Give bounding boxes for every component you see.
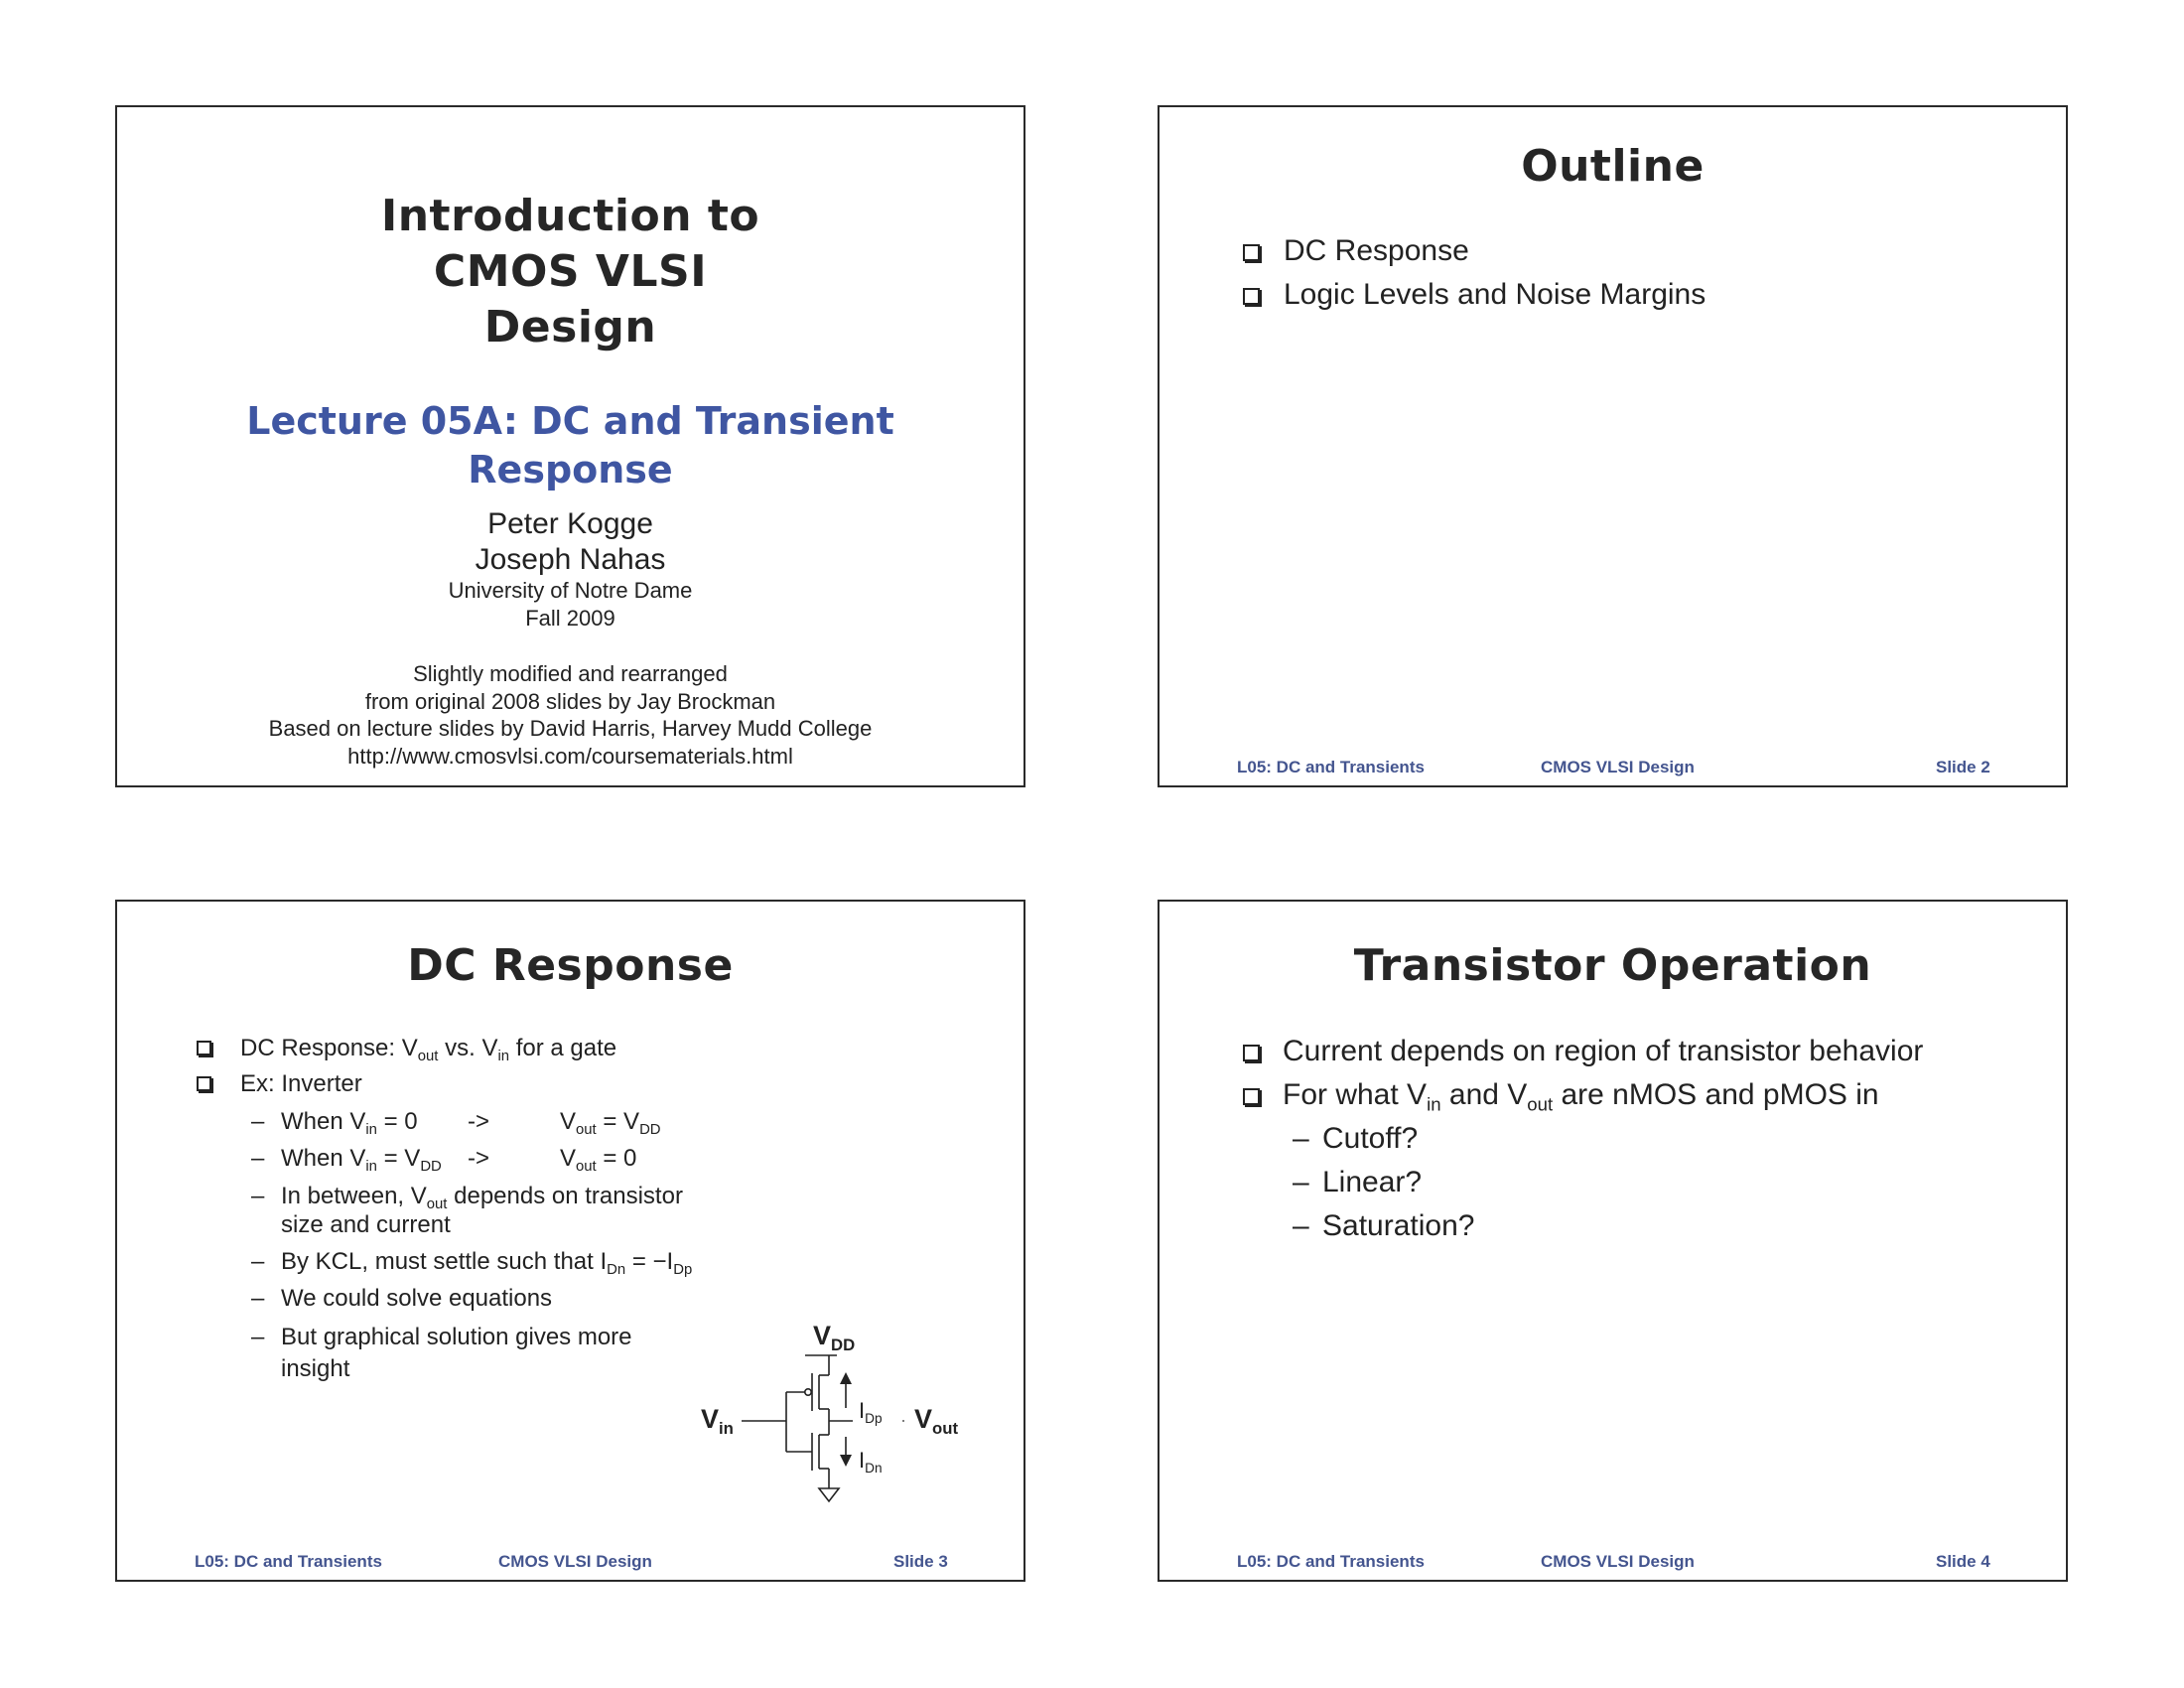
dash-bullet: – [251,1248,265,1275]
inverter-schematic [687,1313,985,1521]
slide-3-dc-response [115,900,1025,1582]
author-2: Joseph Nahas [475,543,666,576]
checkbox-bullet-icon [1243,244,1260,261]
term: Fall 2009 [525,606,615,631]
sub-bullet-text: In between, $V_{out}$ depends on transistor size and current [281,1183,683,1238]
footer-course-section: L05: DC and Transients [1237,1552,1425,1571]
sub-bullet-text: By KCL, must settle such that $I_{Dn} = -I_{Dp}$ [281,1248,693,1279]
checkbox-bullet-icon [197,1076,211,1091]
checkbox-bullet-icon [1243,1088,1260,1105]
footer-course-name: CMOS VLSI Design [1541,1552,1695,1571]
author-1: Peter Kogge [487,507,653,540]
footer-course-name: CMOS VLSI Design [1541,758,1695,776]
sub-bullet-text: But graphical solution gives more insight [281,1324,632,1382]
dash-bullet: – [1293,1122,1309,1155]
dash-bullet: – [251,1285,265,1312]
credit-url: http://www.cmosvlsi.com/coursematerials.html [347,743,793,769]
vout-label: $V_{out}$ [914,1404,959,1438]
idn-label: $I_{Dn}$ [859,1448,883,1476]
credit-line: Slightly modified and rearranged [413,661,728,686]
sub-bullet-text: We could solve equations [281,1285,553,1312]
footer-slide-number: Slide 4 [1936,1552,1990,1571]
idp-label: $I_{Dp}$ [859,1398,883,1426]
vdd-label: $V_{DD}$ [813,1321,856,1354]
vin-label: $V_{in}$ [701,1404,734,1438]
lecture-subtitle [117,397,1024,494]
sub-bullet-text: Saturation? [1322,1209,1475,1242]
footer-slide-number: Slide 3 [893,1552,948,1571]
slide-1-title [115,105,1025,787]
dash-bullet: – [251,1108,265,1135]
bullet-text: Logic Levels and Noise Margins [1284,278,1706,311]
checkbox-bullet-icon [197,1041,211,1055]
credit-line: Based on lecture slides by David Harris, Harvey Mudd College [268,716,873,741]
idn-arrow-icon [840,1455,852,1467]
footer-course-section: L05: DC and Transients [195,1552,382,1571]
slide-2-outline [1158,105,2068,787]
dash-bullet: – [251,1183,265,1209]
idp-arrow-icon [840,1372,852,1384]
checkbox-bullet-icon [1243,1045,1260,1061]
bullet-text: Ex: Inverter [240,1070,362,1097]
checkbox-bullet-icon [1243,288,1260,305]
sub-bullet-text: When $V_{in} = 0$ [281,1108,418,1139]
sub-bullet-result: $V_{out} = 0$ [560,1145,637,1176]
sub-bullet-text: When $V_{in} = V_{DD}$ [281,1145,442,1176]
institution: University of Notre Dame [448,578,693,603]
slide-title: Transistor Operation [1353,940,1872,991]
footer-slide-number: Slide 2 [1936,758,1990,776]
slide-title: DC Response [407,940,734,991]
sub-bullet-result: $V_{out} = V_{DD}$ [560,1108,661,1139]
footer-course-name: CMOS VLSI Design [498,1552,652,1571]
credits [117,660,1024,770]
dash-bullet: – [251,1145,265,1172]
bullet-text: DC Response: $V_{out}$ vs. $V_{in}$ for a gate [240,1035,617,1065]
dash-bullet: – [1293,1209,1309,1242]
sub-bullet-text: Cutoff? [1322,1122,1419,1155]
dash-bullet: – [251,1324,265,1350]
credit-line: from original 2008 slides by Jay Brockman [364,688,776,714]
main-title-line-2: CMOS VLSI [433,246,708,297]
bullet-text: For what $V_{in}$ and $V_{out}$ are nMOS and pMOS in [1283,1078,1879,1115]
slide-4-transistor-operation [1158,900,2068,1582]
bullet-text: Current depends on region of transistor behavior [1283,1035,1924,1067]
footer-course-section: L05: DC and Transients [1237,758,1425,776]
subtitle-line-2: Response [468,448,673,492]
main-title [117,189,1024,355]
sub-bullet-text: Linear? [1322,1166,1423,1198]
main-title-line-3: Design [483,302,657,352]
bullet-text: DC Response [1284,234,1469,267]
subtitle-line-1: Lecture 05A: DC and Transient [246,399,894,443]
dash-bullet: – [1293,1166,1309,1198]
slide-title: Outline [1521,141,1705,192]
arrow-text: -> [468,1145,490,1172]
arrow-text: -> [468,1108,490,1135]
main-title-line-1: Introduction to [380,191,760,241]
